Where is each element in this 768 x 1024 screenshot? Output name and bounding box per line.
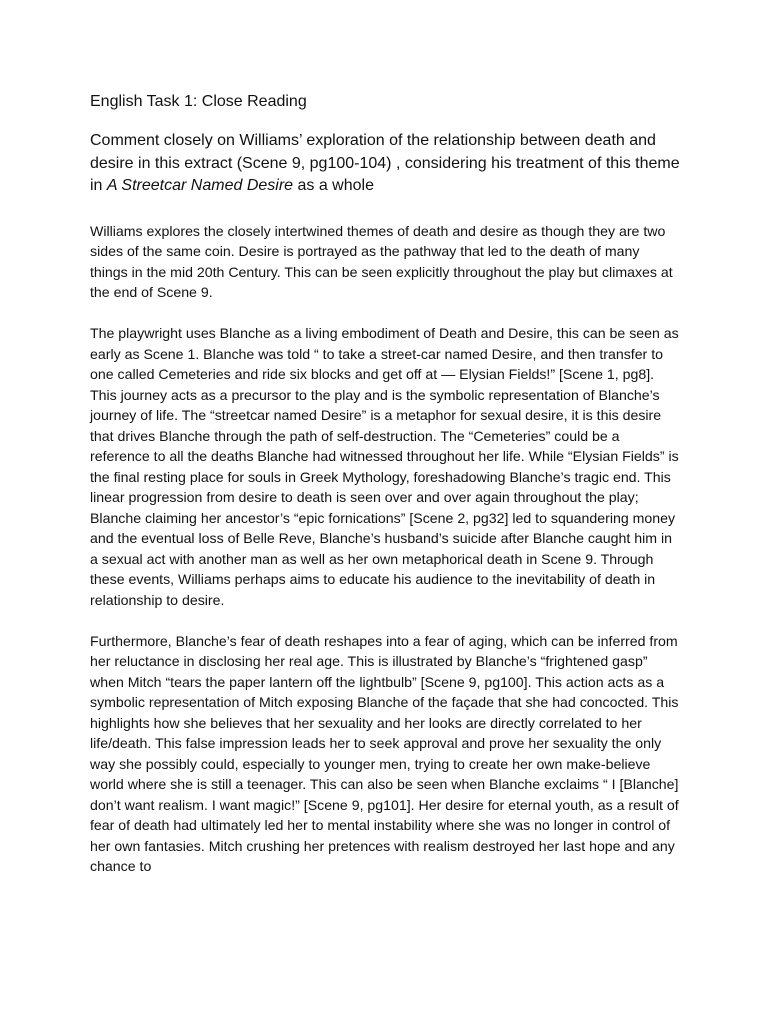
- prompt-text-end: as a whole: [293, 177, 374, 194]
- prompt-text-start: Comment closely on Williams’ exploration of the relationship between death and desire in this extract (Scene 9, pg100-104) , considering his treatment of this theme in: [90, 132, 680, 194]
- paragraph-2: The playwright uses Blanche as a living embodiment of Death and Desire, this can be seen as early as Scene 1. Blanche was told “ to take a street-car named Desire, and then transfer to one called Cemeteries and ride six blocks and get off at — Elysian Fields!” [Scene 1, pg8]. This journey acts as a precursor to the play and is the symbolic representation of Blanche’s journey of life. The “streetcar named Desire” is a metaphor for sexual desire, it is this desire that drives Blanche through the path of self-destruction. The “Cemeteries” could be a reference to all the deaths Blanche had witnessed throughout her life. While “Elysian Fields” is the final resting place for souls in Greek Mythology, foreshadowing Blanche’s tragic end. This linear progression from desire to death is seen over and over again throughout the play; Blanche claiming her ancestor’s “epic fornications” [Scene 2, pg32] led to squandering money and the eventual loss of Belle Reve, Blanche’s husband’s suicide after Blanche caught him in a sexual act with another man as well as her own metaphorical death in Scene 9. Through these events, Williams perhaps aims to educate his audience to the inevitability of death in relationship to desire.: [90, 325, 679, 608]
- essay-prompt: [90, 130, 680, 198]
- prompt-text-italic-title: A Streetcar Named Desire: [106, 177, 294, 194]
- paragraph-3: Furthermore, Blanche’s fear of death reshapes into a fear of aging, which can be inferred from her reluctance in disclosing her real age. This is illustrated by Blanche’s “frightened gasp” when Mitch “tears the paper lantern off the lightbulb” [Scene 9, pg100]. This action acts as a symbolic representation of Mitch exposing Blanche of the façade that she had concocted. This highlights how she believes that her sexuality and her looks are directly correlated to her life/death. This false impression leads her to seek approval and prove her sexuality the only way she possibly could, especially to younger men, trying to create her own make-believe world where she is still a teenager. This can also be seen when Blanche exclaims “ I [Blanche] don’t want realism. I want magic!” [Scene 9, pg101]. Her desire for eternal youth, as a result of fear of death had ultimately led her to mental instability where she was no longer in control of her own fantasies. Mitch crushing her pretences with realism destroyed her last hope and any chance to: [90, 632, 679, 874]
- document-title: English Task 1: Close Reading: [90, 93, 307, 110]
- document-page: [90, 92, 680, 897]
- paragraph-1: Williams explores the closely intertwined themes of death and desire as though they are two sides of the same coin. Desire is portrayed as the pathway that led to the death of many things in the mid 20th Century. This can be seen explicitly throughout the play but climaxes at the end of Scene 9.: [90, 222, 673, 300]
